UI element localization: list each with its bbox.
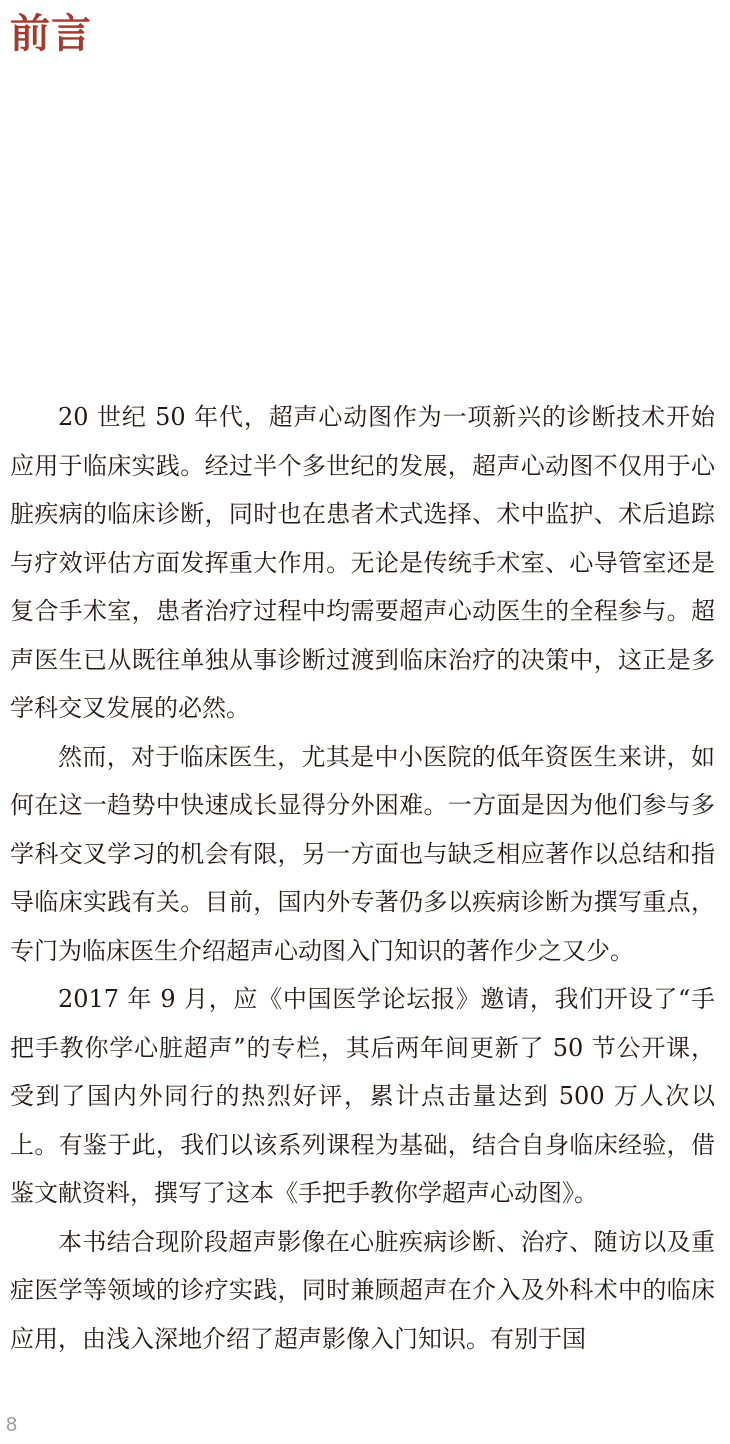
preface-body: [10, 393, 715, 1363]
paragraph-2: 然而，对于临床医生，尤其是中小医院的低年资医生来讲，如何在这一趋势中快速成长显得分外困难。一方面是因为他们参与多学科交叉学习的机会有限，另一方面也与缺乏相应著作以总结和指导临床实践有关。目前，国内外专著仍多以疾病诊断为撰写重点，专门为临床医生介绍超声心动图入门知识的著作少之又少。: [10, 742, 715, 965]
paragraph-1: 20 世纪 50 年代，超声心动图作为一项新兴的诊断技术开始应用于临床实践。经过半个多世纪的发展，超声心动图不仅用于心脏疾病的临床诊断，同时也在患者术式选择、术中监护、术后追踪与疗效评估方面发挥重大作用。无论是传统手术室、心导管室还是复合手术室，患者治疗过程中均需要超声心动医生的全程参与。超声医生已从既往单独从事诊断过渡到临床治疗的决策中，这正是多学科交叉发展的必然。: [10, 403, 715, 722]
paragraph-3: 2017 年 9 月，应《中国医学论坛报》邀请，我们开设了“手把手教你学心脏超声”的专栏，其后两年间更新了 50 节公开课，受到了国内外同行的热烈好评，累计点击量达到 500 万人次以上。有鉴于此，我们以该系列课程为基础，结合自身临床经验，借鉴文献资料，撰写了这本《手把手教你学超声心动图》。: [10, 985, 715, 1207]
page-title: 前言: [10, 11, 92, 57]
page-number: 8: [6, 1414, 18, 1436]
paragraph-4: 本书结合现阶段超声影像在心脏疾病诊断、治疗、随访以及重症医学等领域的诊疗实践，同时兼顾超声在介入及外科术中的临床应用，由浅入深地介绍了超声影像入门知识。有别于国: [10, 1227, 715, 1353]
